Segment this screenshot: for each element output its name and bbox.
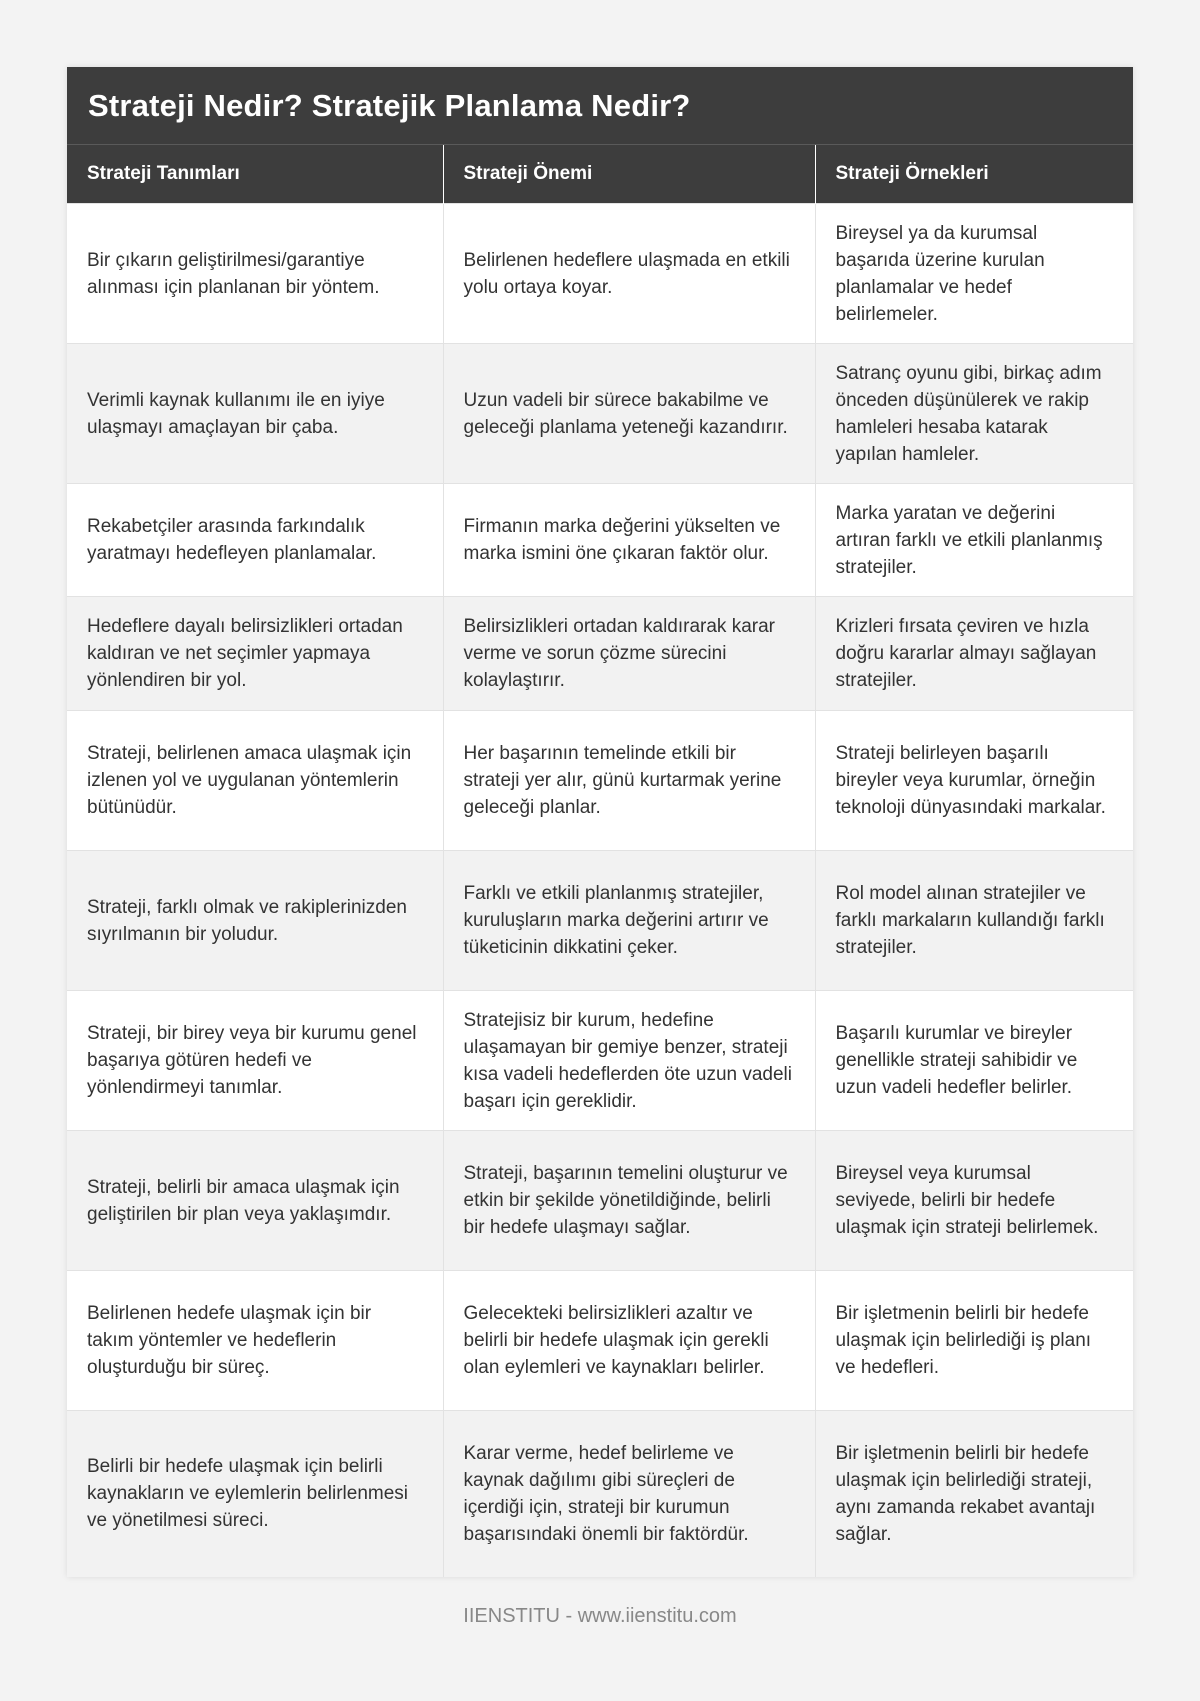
footer-credit: IIENSTITU - www.iienstitu.com — [463, 1605, 737, 1627]
cell-importance: Karar verme, hedef belirleme ve kaynak dağılımı gibi süreçleri de içerdiği için, strateji bir kurumun başarısındaki önemli bir faktördür. — [443, 1411, 815, 1577]
table-row — [67, 597, 1133, 711]
cell-example: Bir işletmenin belirli bir hedefe ulaşmak için belirlediği strateji, aynı zamanda rekabet avantajı sağlar. — [815, 1411, 1133, 1577]
cell-importance: Firmanın marka değerini yükselten ve marka ismini öne çıkaran faktör olur. — [443, 484, 815, 597]
cell-example: Strateji belirleyen başarılı bireyler veya kurumlar, örneğin teknoloji dünyasındaki markalar. — [815, 711, 1133, 851]
column-header-definitions: Strateji Tanımları — [67, 145, 443, 204]
cell-example: Marka yaratan ve değerini artıran farklı ve etkili planlanmış stratejiler. — [815, 484, 1133, 597]
cell-importance: Gelecekteki belirsizlikleri azaltır ve belirli bir hedefe ulaşmak için gerekli olan eylemleri ve kaynakları belirler. — [443, 1271, 815, 1411]
cell-definition: Rekabetçiler arasında farkındalık yaratmayı hedefleyen planlamalar. — [67, 484, 443, 597]
cell-example: Bir işletmenin belirli bir hedefe ulaşmak için belirlediği iş planı ve hedefleri. — [815, 1271, 1133, 1411]
cell-importance: Stratejisiz bir kurum, hedefine ulaşamayan bir gemiye benzer, strateji kısa vadeli hedeflerden öte uzun vadeli başarı için gereklidir. — [443, 991, 815, 1131]
cell-importance: Belirsizlikleri ortadan kaldırarak karar verme ve sorun çözme sürecini kolaylaştırır. — [443, 597, 815, 711]
cell-definition: Belirlenen hedefe ulaşmak için bir takım yöntemler ve hedeflerin oluşturduğu bir süreç. — [67, 1271, 443, 1411]
table-row — [67, 991, 1133, 1131]
cell-definition: Strateji, belirlenen amaca ulaşmak için izlenen yol ve uygulanan yöntemlerin bütünüdür. — [67, 711, 443, 851]
table-row — [67, 711, 1133, 851]
table-row — [67, 1411, 1133, 1577]
cell-definition: Strateji, farklı olmak ve rakiplerinizden sıyrılmanın bir yoludur. — [67, 851, 443, 991]
table-row — [67, 344, 1133, 484]
cell-importance: Farklı ve etkili planlanmış stratejiler, kuruluşların marka değerini artırır ve tüketicinin dikkatini çeker. — [443, 851, 815, 991]
column-header-importance: Strateji Önemi — [443, 145, 815, 204]
table-row — [67, 1131, 1133, 1271]
cell-definition: Bir çıkarın geliştirilmesi/garantiye alınması için planlanan bir yöntem. — [67, 204, 443, 344]
cell-example: Bireysel ya da kurumsal başarıda üzerine kurulan planlamalar ve hedef belirlemeler. — [815, 204, 1133, 344]
page-title: Strateji Nedir? Stratejik Planlama Nedir? — [88, 87, 691, 123]
cell-example: Rol model alınan stratejiler ve farklı markaların kullandığı farklı stratejiler. — [815, 851, 1133, 991]
cell-definition: Verimli kaynak kullanımı ile en iyiye ulaşmayı amaçlayan bir çaba. — [67, 344, 443, 484]
table-row — [67, 1271, 1133, 1411]
column-header-examples: Strateji Örnekleri — [815, 145, 1133, 204]
cell-definition: Hedeflere dayalı belirsizlikleri ortadan kaldıran ve net seçimler yapmaya yönlendiren bir yol. — [67, 597, 443, 711]
strategy-table-card — [67, 67, 1133, 1577]
cell-example: Krizleri fırsata çeviren ve hızla doğru kararlar almayı sağlayan stratejiler. — [815, 597, 1133, 711]
strategy-table — [67, 144, 1133, 1577]
cell-definition: Belirli bir hedefe ulaşmak için belirli kaynakların ve eylemlerin belirlenmesi ve yönetilmesi süreci. — [67, 1411, 443, 1577]
cell-importance: Uzun vadeli bir sürece bakabilme ve geleceği planlama yeteneği kazandırır. — [443, 344, 815, 484]
cell-importance: Belirlenen hedeflere ulaşmada en etkili yolu ortaya koyar. — [443, 204, 815, 344]
cell-example: Bireysel veya kurumsal seviyede, belirli bir hedefe ulaşmak için strateji belirlemek. — [815, 1131, 1133, 1271]
cell-example: Satranç oyunu gibi, birkaç adım önceden düşünülerek ve rakip hamleleri hesaba katarak yapılan hamleler. — [815, 344, 1133, 484]
title-bar — [67, 67, 1133, 144]
cell-definition: Strateji, bir birey veya bir kurumu genel başarıya götüren hedefi ve yönlendirmeyi tanımlar. — [67, 991, 443, 1131]
table-row — [67, 851, 1133, 991]
table-row — [67, 484, 1133, 597]
table-body — [67, 204, 1133, 1577]
cell-definition: Strateji, belirli bir amaca ulaşmak için geliştirilen bir plan veya yaklaşımdır. — [67, 1131, 443, 1271]
cell-importance: Strateji, başarının temelini oluşturur ve etkin bir şekilde yönetildiğinde, belirli bir hedefe ulaşmayı sağlar. — [443, 1131, 815, 1271]
table-header — [67, 145, 1133, 204]
cell-example: Başarılı kurumlar ve bireyler genellikle strateji sahibidir ve uzun vadeli hedefler belirler. — [815, 991, 1133, 1131]
cell-importance: Her başarının temelinde etkili bir strateji yer alır, günü kurtarmak yerine geleceği planlar. — [443, 711, 815, 851]
table-row — [67, 204, 1133, 344]
